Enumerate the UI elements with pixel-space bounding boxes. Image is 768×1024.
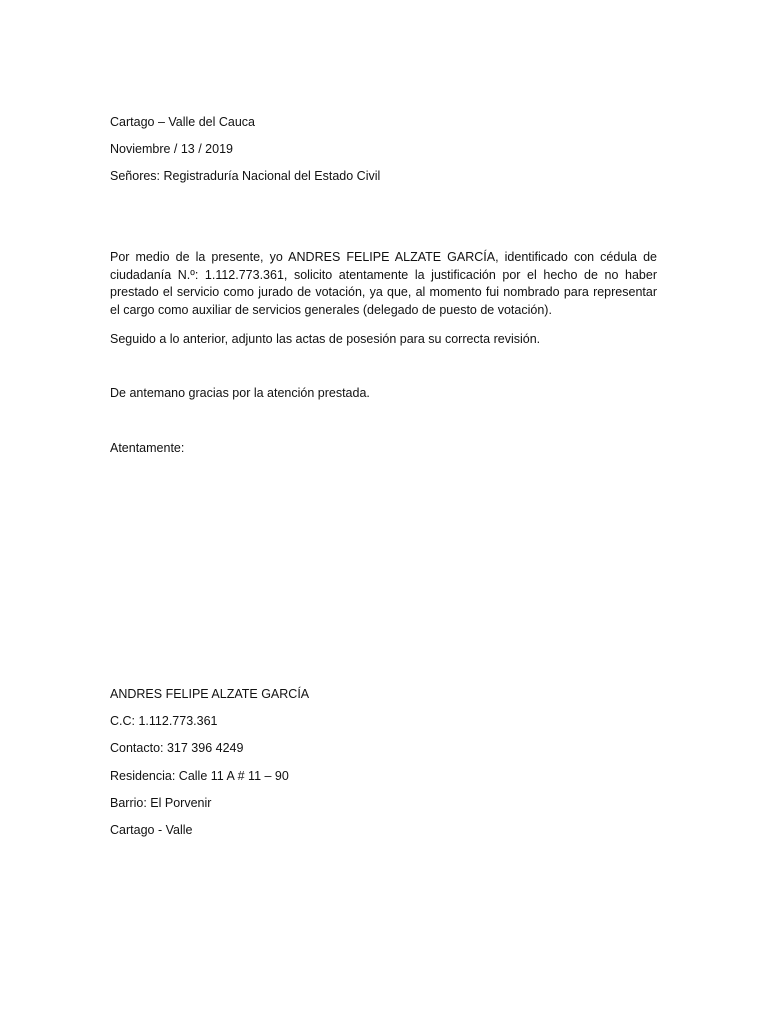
letter-thanks: De antemano gracias por la atención prestada.: [110, 386, 370, 400]
letter-recipient: Señores: Registraduría Nacional del Estado Civil: [110, 169, 381, 183]
signature-city: Cartago - Valle: [110, 823, 193, 837]
letter-body-paragraph: Por medio de la presente, yo ANDRES FELIPE ALZATE GARCÍA, identificado con cédula de ciudadanía N.º: 1.112.773.361, solicito atentamente la justificación por el hecho de no haber prestado el servicio como jurado de votación, ya que, al momento fui nombrado para representar el cargo como auxiliar de servicios generales (delegado de puesto de votación).: [110, 250, 657, 317]
letter-place: Cartago – Valle del Cauca: [110, 115, 255, 129]
letter-closing: Atentamente:: [110, 441, 185, 455]
signature-residence: Residencia: Calle 11 A # 11 – 90: [110, 769, 289, 783]
letter-attachment-note: Seguido a lo anterior, adjunto las actas de posesión para su correcta revisión.: [110, 332, 541, 346]
signature-contact: Contacto: 317 396 4249: [110, 741, 244, 755]
signature-name: ANDRES FELIPE ALZATE GARCÍA: [110, 687, 310, 701]
signature-neighborhood: Barrio: El Porvenir: [110, 796, 212, 810]
signature-id: C.C: 1.112.773.361: [110, 714, 218, 728]
letter-date: Noviembre / 13 / 2019: [110, 142, 233, 156]
